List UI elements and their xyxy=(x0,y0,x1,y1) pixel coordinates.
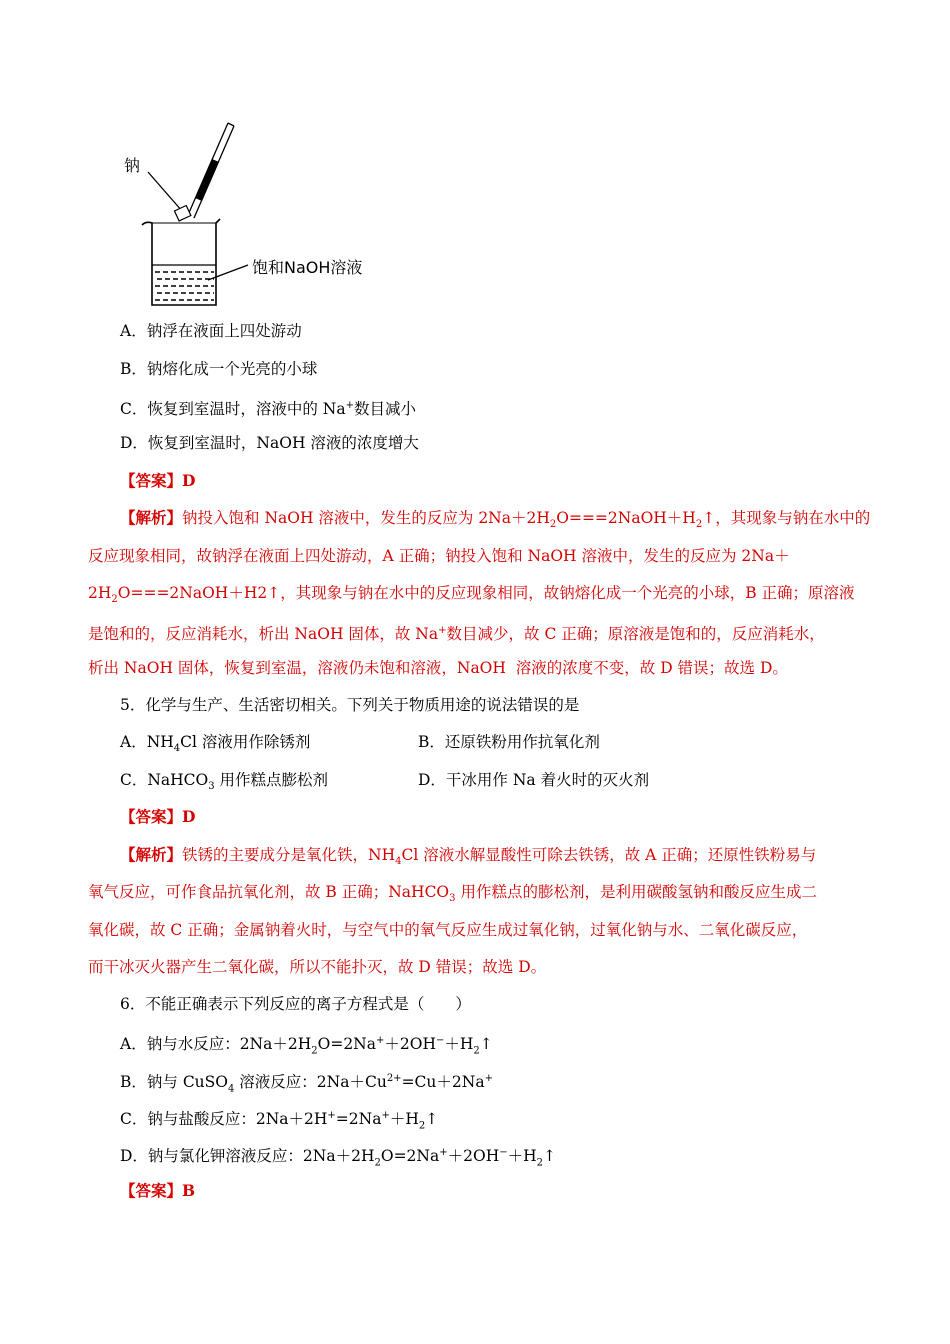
q5-answer xyxy=(120,807,195,827)
q4-option-b: B．钠熔化成一个光亮的小球 xyxy=(120,360,318,378)
q5-option-b: B．还原铁粉用作抗氧化剂 xyxy=(418,733,600,751)
q5-analysis-line-1: 【解析】铁锈的主要成分是氧化铁，$NH_4Cl$ 溶液水解显酸性可除去铁锈，故 A 正确；还原性铁粉易与 xyxy=(120,845,817,868)
q4-option-c-sup: + xyxy=(345,400,354,411)
q6-option-b: B．钠与 CuSO$_4$ 溶液反应：$2Na+Cu^{2+}=Cu+2Na^+$ xyxy=(120,1073,493,1095)
q5-stem: 5．化学与生产、生活密切相关。下列关于物质用途的说法错误的是 xyxy=(120,696,580,714)
beaker-figure xyxy=(120,115,410,315)
q4-analysis-line-4: 是饱和的，反应消耗水，析出 NaOH 固体，故 Na+数目减少，故 C 正确；原溶液是饱和的，反应消耗水， xyxy=(88,625,825,644)
q5-option-c: C．NaHCO$_3$ 用作糕点膨松剂 xyxy=(120,771,329,793)
q5-analysis-line-3: 氧化碳，故 C 正确；金属钠着火时，与空气中的氧气反应生成过氧化钠，过氧化钠与水、二氧化碳反应， xyxy=(88,921,808,939)
q4-option-c-text: C．恢复到室温时，溶液中的 Na xyxy=(120,400,346,419)
q5-analysis-line-2: 氧气反应，可作食品抗氧化剂，故 B 正确；NaHCO$_3$ 用作糕点的膨松剂，是利用碳酸氢钠和酸反应生成二 xyxy=(88,883,817,905)
q5-answer-value: D xyxy=(182,807,196,826)
q4-analysis-line-1: 【解析】钠投入饱和 NaOH 溶液中，发生的反应为 $2Na+2H_2O===2NaOH+H_2↑$，其现象与钠在水中的 xyxy=(120,508,871,531)
q6-option-d: D．钠与氯化钾溶液反应：$2Na+2H_2O=2Na^++2OH^-+H_2↑$ xyxy=(120,1147,557,1169)
q4-analysis-line-5: 析出 NaOH 固体，恢复到室温，溶液仍未饱和溶液，NaOH 溶液的浓度不变，故 D 错误；故选 D。 xyxy=(88,659,788,677)
q6-option-a: A．钠与水反应：$2Na+2H_2O=2Na^++2OH^-+H_2↑$ xyxy=(120,1035,493,1057)
beaker xyxy=(142,219,220,305)
q4-option-c-tail: 数目减小 xyxy=(353,400,416,419)
q6-stem: 6．不能正确表示下列反应的离子方程式是（ ） xyxy=(120,995,471,1013)
q5-option-d: D．干冰用作 Na 着火时的灭火剂 xyxy=(418,771,650,789)
figure-label-na: 钠 xyxy=(124,156,141,175)
q6-answer xyxy=(120,1181,195,1201)
q4-analysis-line-3: $2H_2O===2NaOH+H2↑$，其现象与钠在水中的反应现象相同，故钠熔化成一个光亮的小球，B 正确；原溶液 xyxy=(88,584,855,606)
q6-answer-value: B xyxy=(182,1181,196,1200)
tongs xyxy=(188,123,234,218)
q4-answer-value: D xyxy=(182,471,196,490)
q5-analysis-tag: 【解析】 xyxy=(120,845,183,864)
q6-answer-tag: 【答案】 xyxy=(120,1181,183,1200)
figure-label-solution: 饱和NaOH溶液 xyxy=(252,258,363,277)
q4-option-a: A．钠浮在液面上四处游动 xyxy=(120,322,302,340)
q4-analysis-tag: 【解析】 xyxy=(120,508,183,527)
q5-analysis-line-4: 而干冰灭火器产生二氧化碳，所以不能扑灭，故 D 错误；故选 D。 xyxy=(88,958,547,976)
q4-analysis-line-2: 反应现象相同，故钠浮在液面上四处游动，A 正确；钠投入饱和 NaOH 溶液中，发生的反应为 2Na＋ xyxy=(88,547,790,565)
q4-option-c xyxy=(120,396,416,419)
q4-answer-tag: 【答案】 xyxy=(120,471,183,490)
q4-answer xyxy=(120,471,195,491)
q5-option-a: A．$NH_4Cl$ 溶液用作除锈剂 xyxy=(120,733,311,755)
q6-option-c: C．钠与盐酸反应：$2Na+2H^+=2Na^++H_2↑$ xyxy=(120,1110,439,1132)
q5-answer-tag: 【答案】 xyxy=(120,807,183,826)
q4-option-d: D．恢复到室温时，NaOH 溶液的浓度增大 xyxy=(120,434,419,452)
